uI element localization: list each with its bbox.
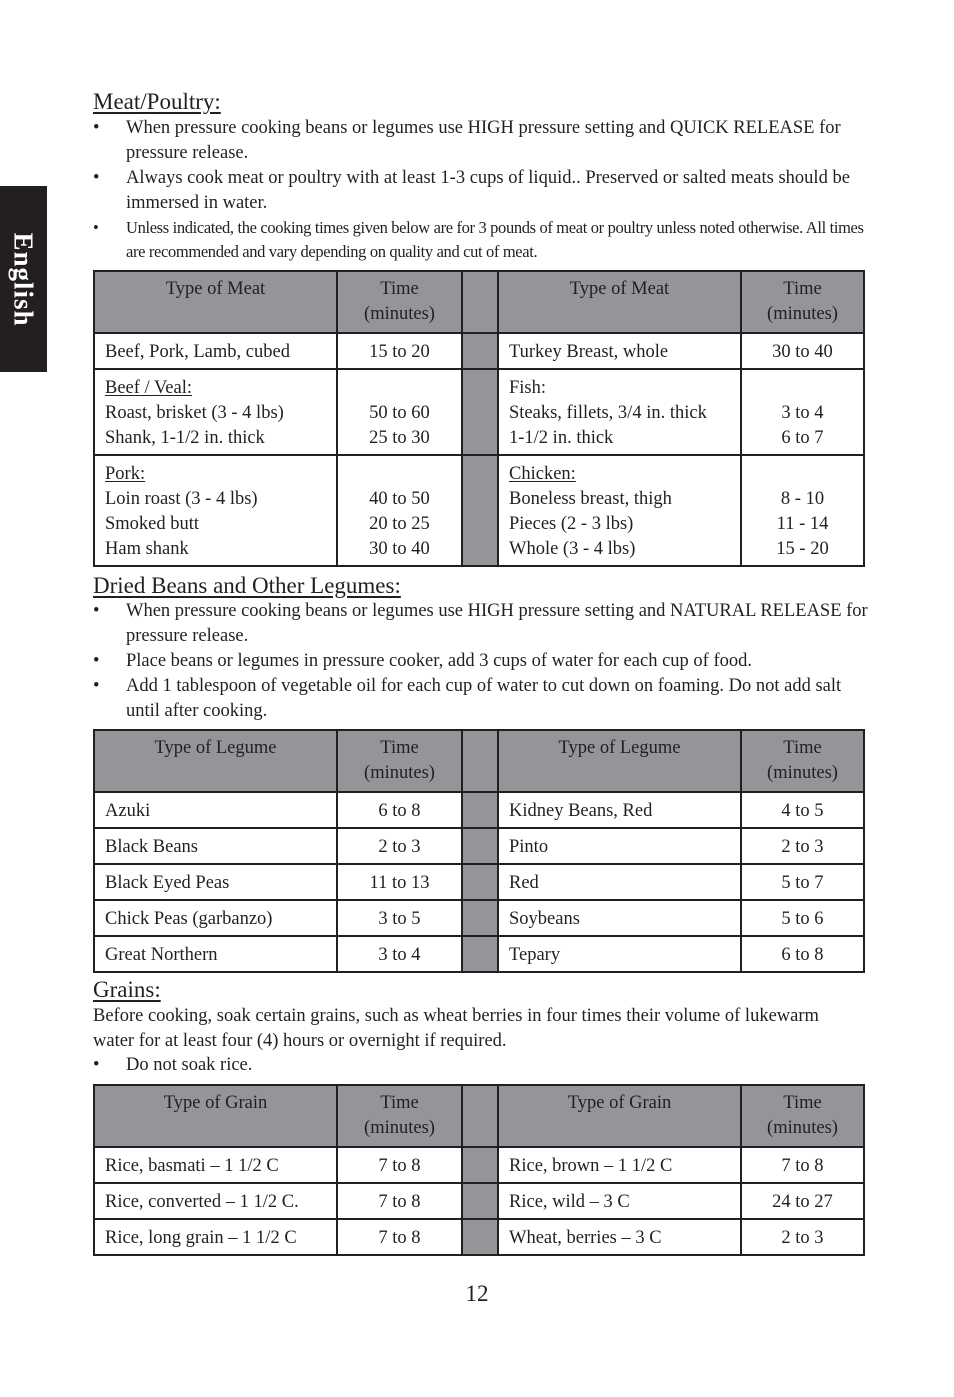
column-header-time: Time (minutes)	[337, 1085, 462, 1147]
language-tab-label: English	[9, 231, 39, 327]
column-header-time: Time (minutes)	[741, 271, 864, 333]
grains-heading: Grains:	[93, 977, 161, 1002]
legume-name-cell: Black Beans	[94, 828, 337, 864]
column-header-time: Time (minutes)	[337, 271, 462, 333]
meat-time-cell: 15 to 20	[337, 333, 462, 369]
legume-name-cell: Great Northern	[94, 936, 337, 972]
column-divider	[462, 864, 498, 900]
column-divider	[462, 1219, 498, 1255]
column-header-type: Type of Meat	[498, 271, 741, 333]
meat-name-cell: Beef, Pork, Lamb, cubed	[94, 333, 337, 369]
meat-bullet: • Always cook meat or poultry with at least 1-3 cups of liquid.. Preserved or salted meats should be immersed in water.	[93, 168, 850, 213]
legume-time-cell: 3 to 5	[337, 900, 462, 936]
column-divider	[462, 271, 498, 333]
legume-time-cell: 6 to 8	[337, 792, 462, 828]
legume-time-cell: 4 to 5	[741, 792, 864, 828]
table-row	[94, 900, 864, 936]
legume-time-cell: 11 to 13	[337, 864, 462, 900]
language-tab	[0, 186, 47, 372]
legume-name-cell: Kidney Beans, Red	[498, 792, 741, 828]
meat-name-cell: Chicken: Boneless breast, thigh Pieces (2 - 3 lbs) Whole (3 - 4 lbs)	[498, 455, 741, 566]
column-divider	[462, 369, 498, 455]
grain-time-cell: 2 to 3	[741, 1219, 864, 1255]
legume-name-cell: Black Eyed Peas	[94, 864, 337, 900]
column-divider	[462, 792, 498, 828]
table-row	[94, 936, 864, 972]
table-row	[94, 333, 864, 369]
meat-bullet-list	[93, 116, 873, 264]
grains-bullet: • Do not soak rice.	[93, 1055, 253, 1075]
grain-name-cell: Rice, basmati – 1 1/2 C	[94, 1147, 337, 1183]
legume-time-cell: 5 to 6	[741, 900, 864, 936]
legume-time-cell: 2 to 3	[337, 828, 462, 864]
meat-time-cell: 30 to 40	[741, 333, 864, 369]
grain-name-cell: Rice, brown – 1 1/2 C	[498, 1147, 741, 1183]
meat-table	[93, 270, 865, 567]
meat-time-cell: 8 - 10 11 - 14 15 - 20	[741, 455, 864, 566]
column-divider	[462, 828, 498, 864]
legume-name-cell: Pinto	[498, 828, 741, 864]
grain-time-cell: 7 to 8	[337, 1219, 462, 1255]
legume-time-cell: 3 to 4	[337, 936, 462, 972]
legume-time-cell: 5 to 7	[741, 864, 864, 900]
table-row	[94, 1183, 864, 1219]
legume-name-cell: Soybeans	[498, 900, 741, 936]
column-divider	[462, 936, 498, 972]
column-header-type: Type of Legume	[94, 730, 337, 792]
page-number: 12	[465, 1281, 489, 1306]
legume-name-cell: Red	[498, 864, 741, 900]
table-header-row	[94, 730, 864, 792]
meat-name-cell: Turkey Breast, whole	[498, 333, 741, 369]
grain-name-cell: Rice, converted – 1 1/2 C.	[94, 1183, 337, 1219]
meat-time-cell: 40 to 50 20 to 25 30 to 40	[337, 455, 462, 566]
legume-time-cell: 6 to 8	[741, 936, 864, 972]
legume-name-cell: Tepary	[498, 936, 741, 972]
legumes-heading: Dried Beans and Other Legumes:	[93, 573, 401, 598]
meat-name-cell: Beef / Veal: Roast, brisket (3 - 4 lbs) Shank, 1-1/2 in. thick	[94, 369, 337, 455]
table-row	[94, 369, 864, 455]
legume-name-cell: Chick Peas (garbanzo)	[94, 900, 337, 936]
table-row	[94, 1147, 864, 1183]
meat-name-cell: Fish: Steaks, fillets, 3/4 in. thick 1-1/2 in. thick	[498, 369, 741, 455]
legumes-bullet: • Add 1 tablespoon of vegetable oil for each cup of water to cut down on foaming. Do not add salt until after cooking.	[93, 676, 842, 721]
grain-name-cell: Wheat, berries – 3 C	[498, 1219, 741, 1255]
column-header-type: Type of Meat	[94, 271, 337, 333]
table-header-row	[94, 271, 864, 333]
column-divider	[462, 1183, 498, 1219]
column-header-type: Type of Legume	[498, 730, 741, 792]
column-divider	[462, 333, 498, 369]
table-row	[94, 455, 864, 566]
column-header-type: Type of Grain	[498, 1085, 741, 1147]
grain-time-cell: 7 to 8	[741, 1147, 864, 1183]
meat-time-cell: 3 to 4 6 to 7	[741, 369, 864, 455]
meat-name-cell: Pork: Loin roast (3 - 4 lbs) Smoked butt Ham shank	[94, 455, 337, 566]
column-divider	[462, 1147, 498, 1183]
table-row	[94, 828, 864, 864]
grain-time-cell: 24 to 27	[741, 1183, 864, 1219]
legumes-bullet-list	[93, 599, 873, 724]
column-header-time: Time (minutes)	[741, 730, 864, 792]
column-divider	[462, 900, 498, 936]
legume-time-cell: 2 to 3	[741, 828, 864, 864]
grains-table	[93, 1084, 865, 1256]
column-header-time: Time (minutes)	[741, 1085, 864, 1147]
meat-heading: Meat/Poultry:	[93, 89, 221, 114]
grains-bullet-list	[93, 1053, 873, 1078]
grains-intro: Before cooking, soak certain grains, such as wheat berries in four times their volume of lukewarm water for at least four (4) hours or overnight if required.	[93, 1006, 819, 1051]
column-divider	[462, 455, 498, 566]
legumes-table	[93, 729, 865, 973]
table-header-row	[94, 1085, 864, 1147]
table-row	[94, 1219, 864, 1255]
grain-time-cell: 7 to 8	[337, 1183, 462, 1219]
meat-bullet: • When pressure cooking beans or legumes use HIGH pressure setting and QUICK RELEASE for pressure release.	[93, 118, 841, 163]
legumes-bullet: • When pressure cooking beans or legumes use HIGH pressure setting and NATURAL RELEASE for pressure release.	[93, 601, 868, 646]
grain-name-cell: Rice, wild – 3 C	[498, 1183, 741, 1219]
column-header-type: Type of Grain	[94, 1085, 337, 1147]
table-row	[94, 792, 864, 828]
column-divider	[462, 1085, 498, 1147]
column-header-time: Time (minutes)	[337, 730, 462, 792]
grain-time-cell: 7 to 8	[337, 1147, 462, 1183]
legume-name-cell: Azuki	[94, 792, 337, 828]
legumes-bullet: • Place beans or legumes in pressure cooker, add 3 cups of water for each cup of food.	[93, 651, 752, 671]
column-divider	[462, 730, 498, 792]
grain-name-cell: Rice, long grain – 1 1/2 C	[94, 1219, 337, 1255]
meat-time-cell: 50 to 60 25 to 30	[337, 369, 462, 455]
meat-bullet: • Unless indicated, the cooking times given below are for 3 pounds of meat or poultry unless noted otherwise. All times are recommended and vary depending on quality and cut of meat.	[93, 218, 864, 261]
table-row	[94, 864, 864, 900]
